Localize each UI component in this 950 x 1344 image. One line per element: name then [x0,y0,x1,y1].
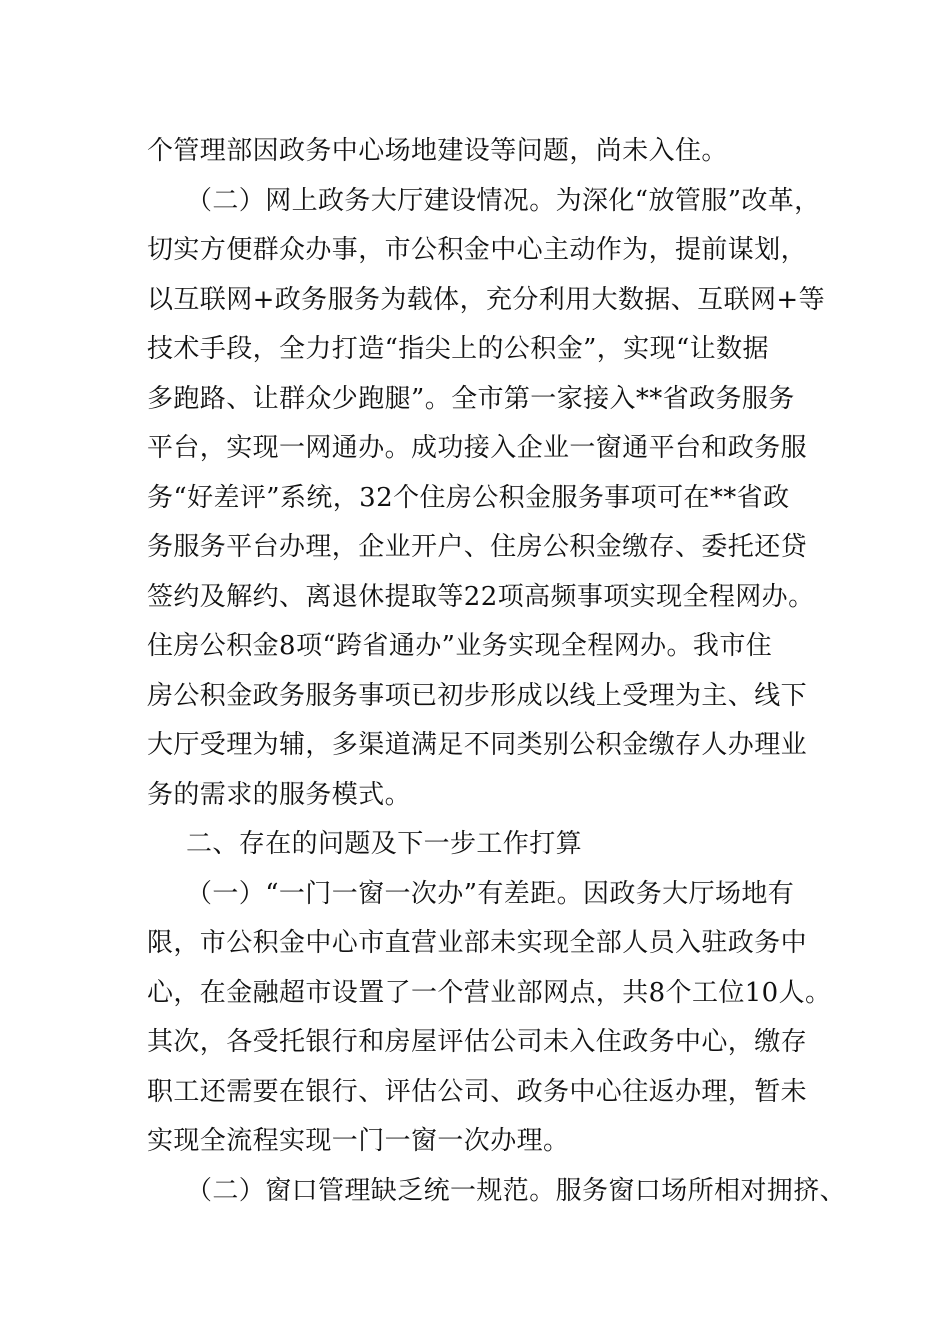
chapter-heading-line: 二、存在的问题及下一步工作打算 [186,829,583,859]
text-line: 技术手段，全力打造“指尖上的公积金”，实现“让数据 [147,334,769,364]
text-line: 大厅受理为辅，多渠道满足不同类别公积金缴存人办理业 [147,730,808,760]
text-line: 房公积金政务服务事项已初步形成以线上受理为主、线下 [147,681,808,711]
text-line: 务的需求的服务模式。 [147,780,412,810]
section-heading-line: （二）网上政务大厅建设情况。为深化“放管服”改革， [186,186,821,216]
text-line: 切实方便群众办事，市公积金中心主动作为，提前谋划， [147,235,808,265]
text-line: 实现全流程实现一门一窗一次办理。 [147,1126,570,1156]
text-line: 住房公积金8项“跨省通办”业务实现全程网办。我市住 [147,631,773,661]
text-line: 多跑路、让群众少跑腿”。全市第一家接入**省政务服务 [147,384,795,414]
text-line: 签约及解约、离退休提取等22项高频事项实现全程网办。 [147,582,815,612]
text-line: 限，市公积金中心市直营业部未实现全部人员入驻政务中 [147,928,808,958]
text-line: 务“好差评”系统，32个住房公积金服务事项可在**省政 [147,483,790,513]
text-line: 以互联网+政务服务为载体，充分利用大数据、互联网+等 [147,285,825,315]
section-heading-line: （一）“一门一窗一次办”有差距。因政务大厅场地有 [186,879,795,909]
text-line: 平台，实现一网通办。成功接入企业一窗通平台和政务服 [147,433,808,463]
text-line: 其次，各受托银行和房屋评估公司未入住政务中心，缴存 [147,1027,808,1057]
text-line: 务服务平台办理，企业开户、住房公积金缴存、委托还贷 [147,532,808,562]
text-line: 心，在金融超市设置了一个营业部网点，共8个工位10人。 [147,978,832,1008]
text-line: 个管理部因政务中心场地建设等问题，尚未入住。 [147,136,728,166]
section-heading-line: （二）窗口管理缺乏统一规范。服务窗口场所相对拥挤、 [186,1176,847,1206]
text-line: 职工还需要在银行、评估公司、政务中心往返办理，暂未 [147,1077,808,1107]
